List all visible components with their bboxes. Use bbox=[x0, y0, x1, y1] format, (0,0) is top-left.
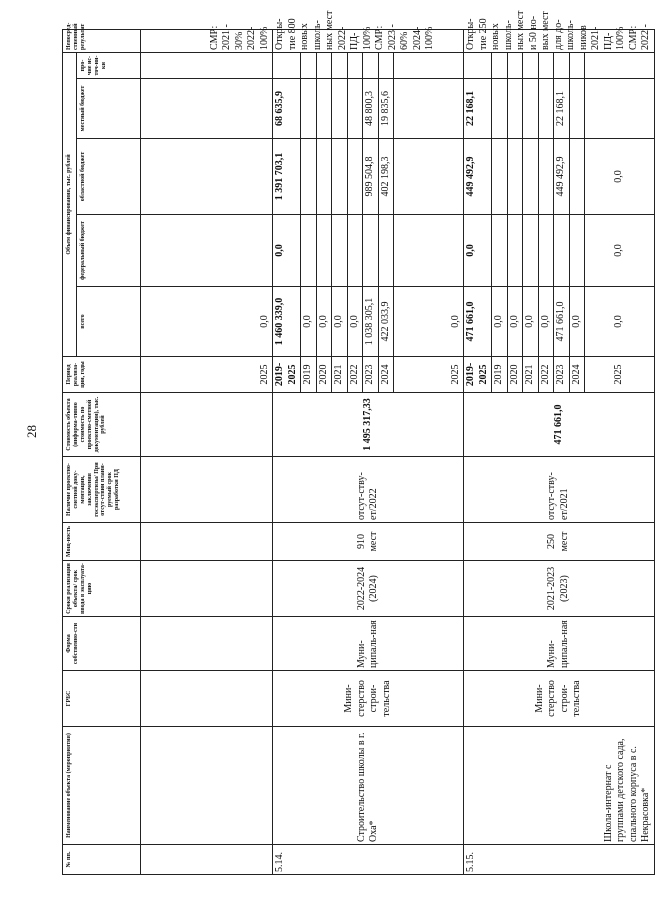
rotated-table-wrapper bbox=[62, 10, 651, 875]
col-header-local: местный бюджет bbox=[77, 79, 141, 139]
cell-federal bbox=[554, 215, 570, 287]
cell-local: 22 168,1 bbox=[554, 79, 570, 139]
cell-regional: 402 198,3 bbox=[378, 139, 394, 215]
result-line: 100% bbox=[424, 26, 435, 50]
page-number: 28 bbox=[24, 425, 39, 438]
col-header-result: Непосред-ственный результат bbox=[63, 30, 141, 53]
cell-regional bbox=[394, 139, 464, 215]
cell-period: 2025 bbox=[141, 357, 273, 393]
cell-total: 0,0 bbox=[492, 287, 508, 357]
cell-terms: 2021-2023 (2023) bbox=[464, 561, 655, 617]
cell-federal bbox=[141, 215, 273, 287]
cell-federal: 0,0 bbox=[585, 215, 655, 287]
result-line: 2024- bbox=[411, 26, 423, 50]
cell-period: 2025 bbox=[394, 357, 464, 393]
cell-other bbox=[507, 53, 523, 79]
result-line: новых bbox=[299, 23, 310, 50]
cell-local: 48 800,3 bbox=[363, 79, 379, 139]
cell-no bbox=[141, 845, 273, 875]
table-row bbox=[141, 30, 273, 875]
cell-period: 2024 bbox=[569, 357, 585, 393]
cell-regional: 989 504,8 bbox=[363, 139, 379, 215]
cell-federal bbox=[394, 215, 464, 287]
cell-capacity: 250 мест bbox=[464, 523, 655, 561]
cell-total: 0,0 bbox=[523, 287, 539, 357]
cell-federal bbox=[363, 215, 379, 287]
cell-other bbox=[523, 53, 539, 79]
cell-regional bbox=[538, 139, 554, 215]
cell-grbs: Мини-стерство строи-тельства bbox=[273, 671, 464, 727]
cell-ownership: Муни-ципаль-ная bbox=[464, 617, 655, 671]
cell-other bbox=[538, 53, 554, 79]
cell-local: 22 168,1 bbox=[464, 79, 492, 139]
cell-other bbox=[378, 53, 394, 79]
cell-federal bbox=[569, 215, 585, 287]
result-line: школь- bbox=[311, 20, 323, 50]
cell-period: 2023 bbox=[363, 357, 379, 393]
cell-cost: 1 495 317,33 bbox=[273, 393, 464, 457]
result-line: вых мест bbox=[540, 11, 551, 50]
cell-total: 0,0 bbox=[347, 287, 363, 357]
cell-federal bbox=[347, 215, 363, 287]
result-line: новых bbox=[490, 23, 501, 50]
result-line: 2021 - bbox=[221, 24, 232, 50]
result-line: 60% bbox=[399, 31, 410, 50]
cell-capacity bbox=[141, 523, 273, 561]
cell-regional bbox=[507, 139, 523, 215]
cell-regional bbox=[332, 139, 348, 215]
col-header-pd: Наличие проектно-сметной доку-ментации, заключения госэкспертизы/ При отсут-ствии плани-руемый срок разработки ПД bbox=[63, 457, 141, 523]
cell-total: 0,0 bbox=[507, 287, 523, 357]
col-header-cost: Стоимость объекта (информа-тивно стоимость по проектно-сметной документации), тыс. рублей bbox=[63, 393, 141, 457]
cell-local bbox=[492, 79, 508, 139]
result-line: тие 250 bbox=[477, 18, 489, 50]
result-line: тие 800 bbox=[286, 18, 298, 50]
cell-period: 2025 bbox=[585, 357, 655, 393]
cell-other bbox=[347, 53, 363, 79]
col-header-grbs: ГРБС bbox=[63, 671, 141, 727]
cell-federal bbox=[538, 215, 554, 287]
cell-local bbox=[316, 79, 332, 139]
cell-regional bbox=[523, 139, 539, 215]
result-line: СМР: bbox=[374, 25, 385, 50]
cell-local bbox=[332, 79, 348, 139]
cell-cost: 471 661,0 bbox=[464, 393, 655, 457]
result-line: 100% bbox=[615, 26, 626, 50]
result-line: 100% bbox=[361, 26, 373, 50]
cell-period: 2022 bbox=[347, 357, 363, 393]
result-line: ПД- bbox=[602, 32, 614, 50]
result-line: 2023 - bbox=[386, 24, 398, 50]
cell-federal: 0,0 bbox=[464, 215, 492, 287]
result-line: Откры- bbox=[274, 18, 285, 50]
cell-period: 2023 bbox=[554, 357, 570, 393]
financing-table bbox=[62, 10, 655, 875]
col-header-name: Наименование объекта (мероприятия) bbox=[63, 727, 141, 845]
result-line: ников bbox=[577, 25, 589, 50]
cell-period: 2021 bbox=[523, 357, 539, 393]
result-line: школь- bbox=[502, 20, 514, 50]
cell-pd: отсут-ству-ет/2022 bbox=[273, 457, 464, 523]
cell-period: 2019-2025 bbox=[273, 357, 301, 393]
cell-period: 2024 bbox=[378, 357, 394, 393]
cell-name: Школа-интернат с группами детского сада, спального корпуса в с. Некрасовка* bbox=[464, 727, 655, 845]
cell-total: 1 038 305,1 bbox=[363, 287, 379, 357]
cell-period: 2022 bbox=[538, 357, 554, 393]
cell-local bbox=[569, 79, 585, 139]
col-header-period: Период реализа-ции, годы bbox=[63, 357, 141, 393]
cell-other bbox=[363, 53, 379, 79]
cell-other bbox=[554, 53, 570, 79]
col-header-terms: Сроки реализации объекта/ срок ввода в эксплуата-цию bbox=[63, 561, 141, 617]
cell-terms: 2022-2024 (2024) bbox=[273, 561, 464, 617]
cell-other bbox=[569, 53, 585, 79]
table-row bbox=[273, 30, 301, 875]
result-line: ных мест bbox=[324, 10, 335, 50]
cell-local bbox=[585, 79, 655, 139]
cell-total: 471 661,0 bbox=[554, 287, 570, 357]
cell-local bbox=[538, 79, 554, 139]
cell-total: 1 460 339,0 bbox=[273, 287, 301, 357]
cell-period: 2020 bbox=[507, 357, 523, 393]
cell-regional bbox=[492, 139, 508, 215]
cell-no: 5.14. bbox=[273, 845, 464, 875]
cell-local: 19 835,6 bbox=[378, 79, 394, 139]
cell-other bbox=[585, 53, 655, 79]
cell-local bbox=[347, 79, 363, 139]
cell-total: 0,0 bbox=[316, 287, 332, 357]
cell-regional: 0,0 bbox=[585, 139, 655, 215]
cell-result bbox=[141, 24, 273, 53]
result-line: ПД- bbox=[349, 32, 360, 50]
cell-other bbox=[492, 53, 508, 79]
cell-total: 0,0 bbox=[141, 287, 273, 357]
result-line: Откры- bbox=[465, 18, 476, 50]
col-header-financing: Объем финансирования, тыс. рублей bbox=[63, 53, 77, 357]
cell-total: 422 033,9 bbox=[378, 287, 394, 357]
result-line: 2022- bbox=[336, 26, 348, 50]
cell-regional bbox=[569, 139, 585, 215]
col-header-regional: областной бюджет bbox=[77, 139, 141, 215]
result-line: для до- bbox=[552, 19, 564, 50]
col-header-total: всего bbox=[77, 287, 141, 357]
cell-period: 2019 bbox=[301, 357, 317, 393]
cell-local bbox=[141, 79, 273, 139]
cell-total: 0,0 bbox=[394, 287, 464, 357]
cell-other bbox=[273, 53, 301, 79]
cell-other bbox=[301, 53, 317, 79]
cell-other bbox=[316, 53, 332, 79]
result-line: 2022- bbox=[246, 26, 257, 50]
result-line: СМР: bbox=[208, 25, 220, 50]
cell-other bbox=[332, 53, 348, 79]
cell-federal: 0,0 bbox=[273, 215, 301, 287]
cell-terms bbox=[141, 561, 273, 617]
col-header-federal: федеральный бюджет bbox=[77, 215, 141, 287]
cell-grbs bbox=[141, 671, 273, 727]
cell-federal bbox=[507, 215, 523, 287]
cell-grbs: Мини-стерство строи-тельства bbox=[464, 671, 655, 727]
cell-cost bbox=[141, 393, 273, 457]
cell-name: Строительство школы в г. Оха* bbox=[273, 727, 464, 845]
cell-result bbox=[273, 10, 464, 53]
cell-local: 68 635,9 bbox=[273, 79, 301, 139]
cell-regional bbox=[301, 139, 317, 215]
result-line: 2021- bbox=[590, 26, 601, 50]
cell-pd bbox=[141, 457, 273, 523]
result-line: школь- bbox=[565, 20, 576, 50]
cell-local bbox=[507, 79, 523, 139]
cell-federal bbox=[316, 215, 332, 287]
result-line: ных мест bbox=[515, 10, 526, 50]
cell-total: 0,0 bbox=[332, 287, 348, 357]
cell-pd: отсут-ству-ет/2021 bbox=[464, 457, 655, 523]
result-line: 30% bbox=[233, 31, 245, 50]
cell-other bbox=[394, 53, 464, 79]
cell-ownership: Муни-ципаль-ная bbox=[273, 617, 464, 671]
cell-total: 0,0 bbox=[569, 287, 585, 357]
cell-federal bbox=[523, 215, 539, 287]
col-header-ownership: Форма собственно-сти bbox=[63, 617, 141, 671]
cell-regional: 449 492,9 bbox=[554, 139, 570, 215]
cell-name bbox=[141, 727, 273, 845]
cell-regional bbox=[347, 139, 363, 215]
cell-local bbox=[301, 79, 317, 139]
cell-regional bbox=[141, 139, 273, 215]
cell-period: 2019-2025 bbox=[464, 357, 492, 393]
col-header-no: № пп. bbox=[63, 845, 141, 875]
cell-federal bbox=[301, 215, 317, 287]
table-row bbox=[464, 30, 492, 875]
cell-period: 2019 bbox=[492, 357, 508, 393]
cell-federal bbox=[332, 215, 348, 287]
cell-federal bbox=[378, 215, 394, 287]
cell-regional: 1 391 703,1 bbox=[273, 139, 301, 215]
cell-local bbox=[394, 79, 464, 139]
cell-total: 0,0 bbox=[301, 287, 317, 357]
cell-total: 0,0 bbox=[538, 287, 554, 357]
cell-other bbox=[464, 53, 492, 79]
result-line: 2022 - bbox=[640, 24, 651, 50]
cell-regional: 449 492,9 bbox=[464, 139, 492, 215]
cell-total: 0,0 bbox=[585, 287, 655, 357]
cell-local bbox=[523, 79, 539, 139]
cell-total: 471 661,0 bbox=[464, 287, 492, 357]
cell-regional bbox=[316, 139, 332, 215]
cell-federal bbox=[492, 215, 508, 287]
header-row-1 bbox=[63, 30, 77, 875]
cell-no: 5.15. bbox=[464, 845, 655, 875]
cell-ownership bbox=[141, 617, 273, 671]
cell-result bbox=[464, 10, 655, 53]
result-line: и 50 но- bbox=[527, 15, 539, 50]
col-header-capacity: Мощ-ность bbox=[63, 523, 141, 561]
cell-period: 2021 bbox=[332, 357, 348, 393]
cell-other bbox=[141, 53, 273, 79]
col-header-other: про-чие ис-точ-ни-ки bbox=[77, 53, 141, 79]
result-line: 100% bbox=[258, 26, 270, 50]
cell-capacity: 910 мест bbox=[273, 523, 464, 561]
cell-period: 2020 bbox=[316, 357, 332, 393]
result-line: СМР: bbox=[627, 25, 639, 50]
